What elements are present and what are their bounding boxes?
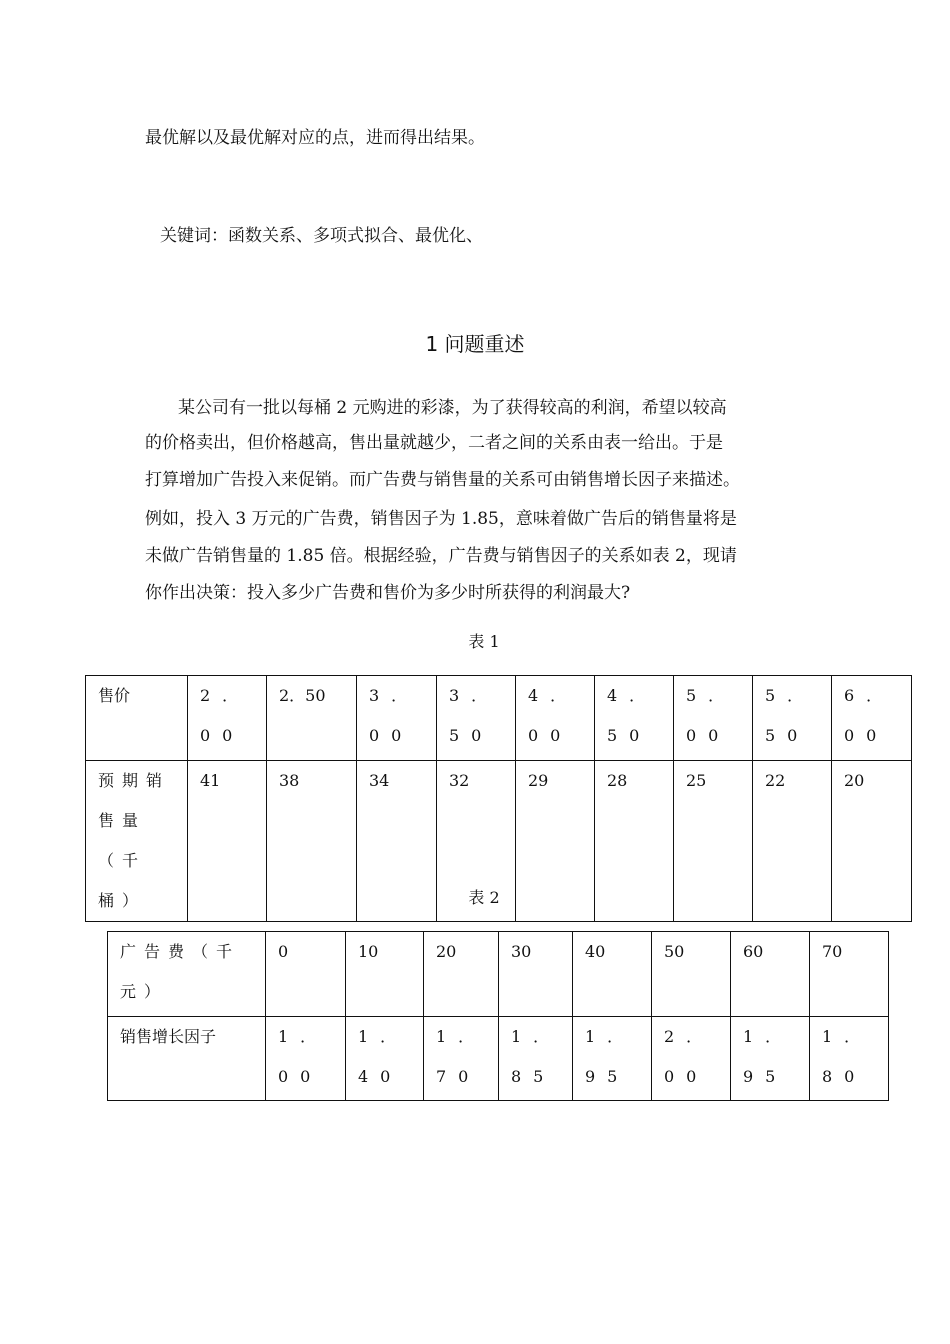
- price-cell: 2．00: [188, 676, 267, 761]
- sales-cell: 20: [832, 761, 912, 922]
- growth-factor-cell: 1．80: [810, 1017, 889, 1101]
- price-cell: 4．00: [516, 676, 595, 761]
- growth-factor-cell: 1．40: [346, 1017, 424, 1101]
- ad-cost-cell: 10: [346, 932, 424, 1017]
- sales-cell: 32: [437, 761, 516, 922]
- sales-cell: 34: [357, 761, 437, 922]
- ad-cost-header-cell: 广告费（千元）: [108, 932, 266, 1017]
- ad-cost-cell: 40: [573, 932, 652, 1017]
- price-cell: 5．00: [674, 676, 753, 761]
- ad-cost-cell: 20: [424, 932, 499, 1017]
- paragraph-line: 某公司有一批以每桶 2 元购进的彩漆，为了获得较高的利润，希望以较高: [178, 398, 727, 418]
- sales-cell: 22: [753, 761, 832, 922]
- sales-header-cell: 预期销售量（千桶）: [86, 761, 188, 922]
- growth-factor-cell: 1．95: [573, 1017, 652, 1101]
- section-heading: 1 问题重述: [425, 332, 525, 356]
- price-sales-table: [85, 675, 912, 922]
- ad-cost-cell: 0: [266, 932, 346, 1017]
- growth-factor-cell: 1．70: [424, 1017, 499, 1101]
- price-header-cell: 售价: [86, 676, 188, 761]
- paragraph-line: 的价格卖出，但价格越高，售出量就越少，二者之间的关系由表一给出。于是: [145, 433, 723, 453]
- sales-cell: 25: [674, 761, 753, 922]
- growth-factor-header-cell: 销售增长因子: [108, 1017, 266, 1101]
- ad-cost-cell: 60: [731, 932, 810, 1017]
- ad-cost-cell: 70: [810, 932, 889, 1017]
- sales-cell: 28: [595, 761, 674, 922]
- paragraph-line: 例如，投入 3 万元的广告费，销售因子为 1.85，意味着做广告后的销售量将是: [145, 509, 737, 529]
- price-cell: 2．50: [267, 676, 357, 761]
- table2-caption: 表 2: [468, 888, 500, 907]
- sales-cell: 38: [267, 761, 357, 922]
- price-cell: 4．50: [595, 676, 674, 761]
- price-cell: 6．00: [832, 676, 912, 761]
- ad-growth-table: [107, 931, 889, 1101]
- growth-factor-cell: 1．95: [731, 1017, 810, 1101]
- growth-factor-cell: 1．00: [266, 1017, 346, 1101]
- paragraph-line: 你作出决策：投入多少广告费和售价为多少时所获得的利润最大?: [145, 583, 631, 603]
- paragraph-line: 打算增加广告投入来促销。而广告费与销售量的关系可由销售增长因子来描述。: [145, 470, 740, 490]
- growth-factor-cell: 2．00: [652, 1017, 731, 1101]
- ad-cost-cell: 50: [652, 932, 731, 1017]
- intro-fragment: 最优解以及最优解对应的点，进而得出结果。: [145, 128, 485, 148]
- table1-caption: 表 1: [468, 632, 500, 651]
- ad-cost-cell: 30: [499, 932, 573, 1017]
- sales-cell: 29: [516, 761, 595, 922]
- price-cell: 3．50: [437, 676, 516, 761]
- paragraph-line: 未做广告销售量的 1.85 倍。根据经验，广告费与销售因子的关系如表 2，现请: [145, 546, 737, 566]
- keywords-line: 关键词：函数关系、多项式拟合、最优化、: [160, 226, 483, 246]
- growth-factor-cell: 1．85: [499, 1017, 573, 1101]
- price-cell: 5．50: [753, 676, 832, 761]
- sales-cell: 41: [188, 761, 267, 922]
- price-cell: 3．00: [357, 676, 437, 761]
